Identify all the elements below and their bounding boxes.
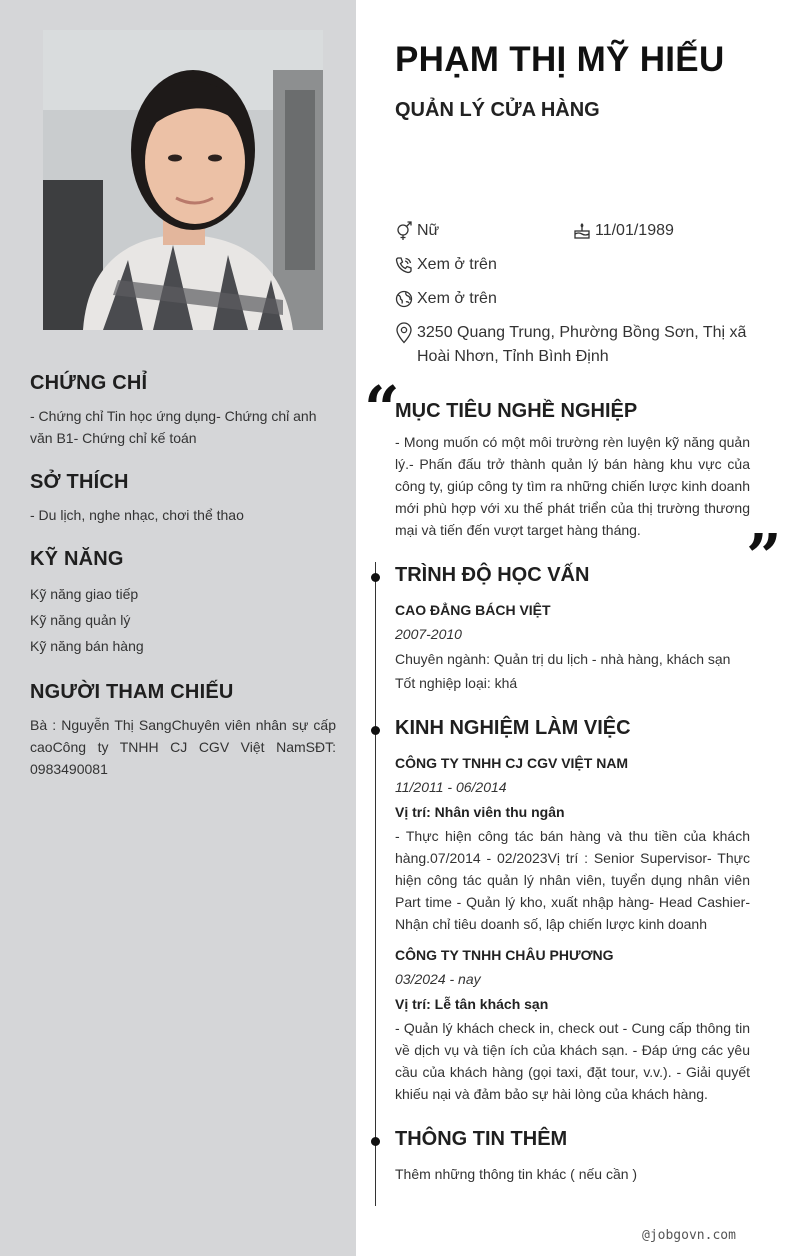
company-name: CÔNG TY TNHH CHÂU PHƯƠNG bbox=[395, 947, 614, 963]
watermark: @jobgovn.com bbox=[642, 1228, 736, 1243]
gender-info bbox=[395, 219, 439, 243]
website-value: Xem ở trên bbox=[417, 290, 497, 307]
school-name: CAO ĐẲNG BÁCH VIỆT bbox=[395, 602, 551, 618]
references-text: Bà : Nguyễn Thị SangChuyên viên nhân sự cấp caoCông ty TNHH CJ CGV Việt NamSĐT: 0983490081 bbox=[30, 717, 336, 777]
globe-icon bbox=[395, 287, 417, 311]
sidebar bbox=[0, 0, 356, 1256]
quote-open-icon: “ bbox=[364, 372, 400, 445]
address-info bbox=[395, 321, 750, 369]
timeline-dot bbox=[371, 726, 380, 735]
map-pin-icon bbox=[395, 321, 417, 345]
quote-close-icon: ” bbox=[746, 520, 782, 593]
certificates-title: CHỨNG CHỈ bbox=[30, 372, 148, 394]
additional-text: Thêm những thông tin khác ( nếu cần ) bbox=[395, 1166, 638, 1182]
job-description: - Thực hiện công tác bán hàng và thu tiền của khách hàng.07/2014 - 02/2023Vị trí : Senior Supervisor- Thực hiện công tác quản lý nhân viên, tuyển dụng nhân viên Part time - Quản lý kho, xuất nhập hàng- Head Cashier- Nhận chỉ tiêu doanh số, lập chiến lược kinh doanh bbox=[395, 828, 750, 932]
gender-value: Nữ bbox=[417, 222, 440, 239]
certificates-section bbox=[30, 372, 336, 449]
birthdate-value: 11/01/1989 bbox=[595, 222, 674, 239]
job-description: - Quản lý khách check in, check out - Cung cấp thông tin về dịch vụ và tiện ích của khách sạn. - Đáp ứng các yêu cầu của khách hàng (gọi taxi, đặt tour, v.v.). - Giải quyết khiếu nại và đảm bảo sự hài lòng của khách hàng. bbox=[395, 1020, 750, 1102]
hobbies-title: SỞ THÍCH bbox=[30, 471, 129, 493]
birthdate-info bbox=[573, 219, 674, 243]
education-period: 2007-2010 bbox=[395, 626, 462, 642]
references-title: NGƯỜI THAM CHIẾU bbox=[30, 681, 234, 703]
education-major: Chuyên ngành: Quản trị du lịch - nhà hàng, khách sạn bbox=[395, 651, 731, 667]
education-grade: Tốt nghiệp loại: khá bbox=[395, 675, 518, 691]
job-title: QUẢN LÝ CỬA HÀNG bbox=[395, 99, 600, 121]
job-period: 03/2024 - nay bbox=[395, 971, 481, 987]
certificates-text: - Chứng chỉ Tin học ứng dụng- Chứng chỉ anh văn B1- Chứng chỉ kế toán bbox=[30, 408, 317, 446]
job-position: Vị trí: Lễ tân khách sạn bbox=[395, 996, 549, 1012]
skills-title: KỸ NĂNG bbox=[30, 548, 124, 570]
hobbies-text: - Du lịch, nghe nhạc, chơi thể thao bbox=[30, 507, 244, 523]
objective-text: - Mong muốn có một môi trường rèn luyện kỹ năng quản lý.- Phấn đấu trở thành quản lý bán hàng khu vực của công ty, giúp công ty tìm ra những chiến lược kinh doanh mới phù hợp với xu thế phát triển của thị trường thương mại và tiến đến vượt target hàng tháng. bbox=[395, 434, 750, 538]
cake-icon bbox=[573, 219, 595, 243]
additional-title: THÔNG TIN THÊM bbox=[395, 1128, 568, 1150]
company-name: CÔNG TY TNHH CJ CGV VIỆT NAM bbox=[395, 755, 629, 771]
timeline-dot bbox=[371, 1137, 380, 1146]
hobbies-section bbox=[30, 471, 336, 526]
list-item: Kỹ năng giao tiếp bbox=[30, 586, 139, 602]
full-name: PHẠM THỊ MỸ HIẾU bbox=[395, 40, 725, 79]
timeline-dot bbox=[371, 573, 380, 582]
list-item: Kỹ năng quản lý bbox=[30, 612, 131, 628]
skills-section bbox=[30, 548, 336, 659]
objective-title: MỤC TIÊU NGHỀ NGHIỆP bbox=[395, 400, 638, 422]
phone-info bbox=[395, 253, 497, 277]
profile-photo bbox=[43, 30, 323, 330]
job-position: Vị trí: Nhân viên thu ngân bbox=[395, 804, 565, 820]
list-item: Kỹ năng bán hàng bbox=[30, 638, 144, 654]
website-info bbox=[395, 287, 497, 311]
main-content bbox=[356, 0, 790, 1256]
experience-title: KINH NGHIỆM LÀM VIỆC bbox=[395, 717, 631, 739]
address-value: 3250 Quang Trung, Phường Bồng Sơn, Thị xã Hoài Nhơn, Tỉnh Bình Định bbox=[417, 324, 747, 365]
phone-icon bbox=[395, 253, 417, 277]
gender-icon bbox=[395, 219, 417, 243]
timeline-line bbox=[375, 562, 376, 1206]
skills-list bbox=[30, 581, 336, 659]
education-title: TRÌNH ĐỘ HỌC VẤN bbox=[395, 564, 590, 586]
references-section bbox=[30, 681, 336, 780]
phone-value: Xem ở trên bbox=[417, 256, 497, 273]
job-period: 11/2011 - 06/2014 bbox=[395, 779, 507, 795]
